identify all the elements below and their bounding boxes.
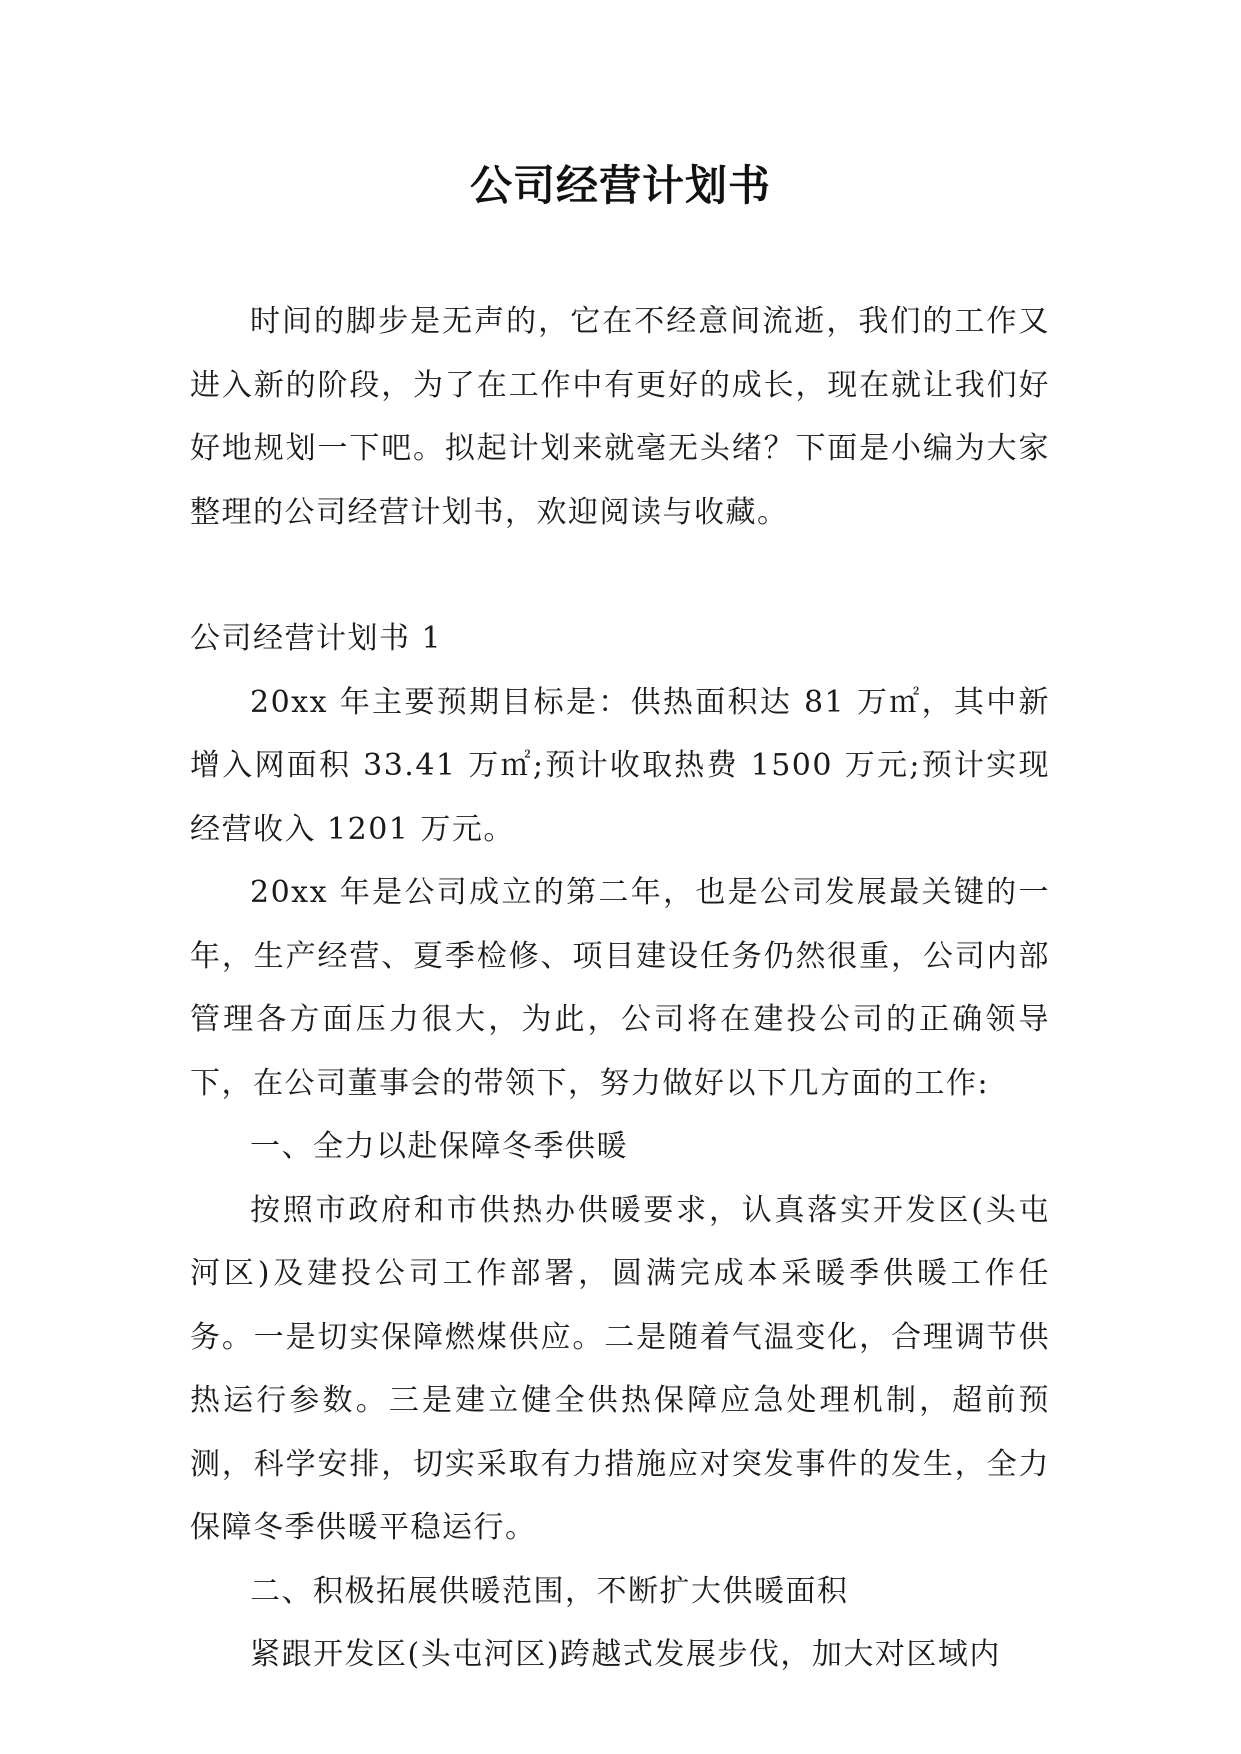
paragraph-expand-heating: 紧跟开发区(头屯河区)跨越式发展步伐，加大对区域内 [250,1637,1001,1672]
heading-expand-heating: 二、积极拓展供暖范围，不断扩大供暖面积 [250,1573,849,1609]
paragraph-targets: 20xx 年主要预期目标是：供热面积达 81 万㎡，其中新增入网面积 33.41 万㎡;预计收取热费 1500 万元;预计实现经营收入 1201 万元。 [190,684,1050,847]
heading-winter-heating: 一、全力以赴保障冬季供暖 [250,1129,628,1164]
document-title: 公司经营计划书 [469,161,771,210]
intro-paragraph: 时间的脚步是无声的，它在不经意间流逝，我们的工作又进入新的阶段，为了在工作中有更好的成长，现在就让我们好好地规划一下吧。拟起计划来就毫无头绪？下面是小编为大家整理的公司经营计划书，欢迎阅读与收藏。 [190,304,1050,530]
document-body [190,290,1050,1687]
paragraph-winter-heating: 按照市政府和市供热办供暖要求，认真落实开发区(头屯河区)及建投公司工作部署，圆满完成本采暖季供暖工作任务。一是切实保障燃煤供应。二是随着气温变化，合理调节供热运行参数。三是建立健全供热保障应急处理机制，超前预测，科学安排，切实采取有力措施应对突发事件的发生，全力保障冬季供暖平稳运行。 [190,1192,1050,1545]
paragraph-second-year: 20xx 年是公司成立的第二年，也是公司发展最关键的一年，生产经营、夏季检修、项目建设任务仍然很重，公司内部管理各方面压力很大，为此，公司将在建投公司的正确领导下，在公司董事会的带领下，努力做好以下几方面的工作: [190,875,1050,1101]
section-title: 公司经营计划书 1 [190,621,443,656]
